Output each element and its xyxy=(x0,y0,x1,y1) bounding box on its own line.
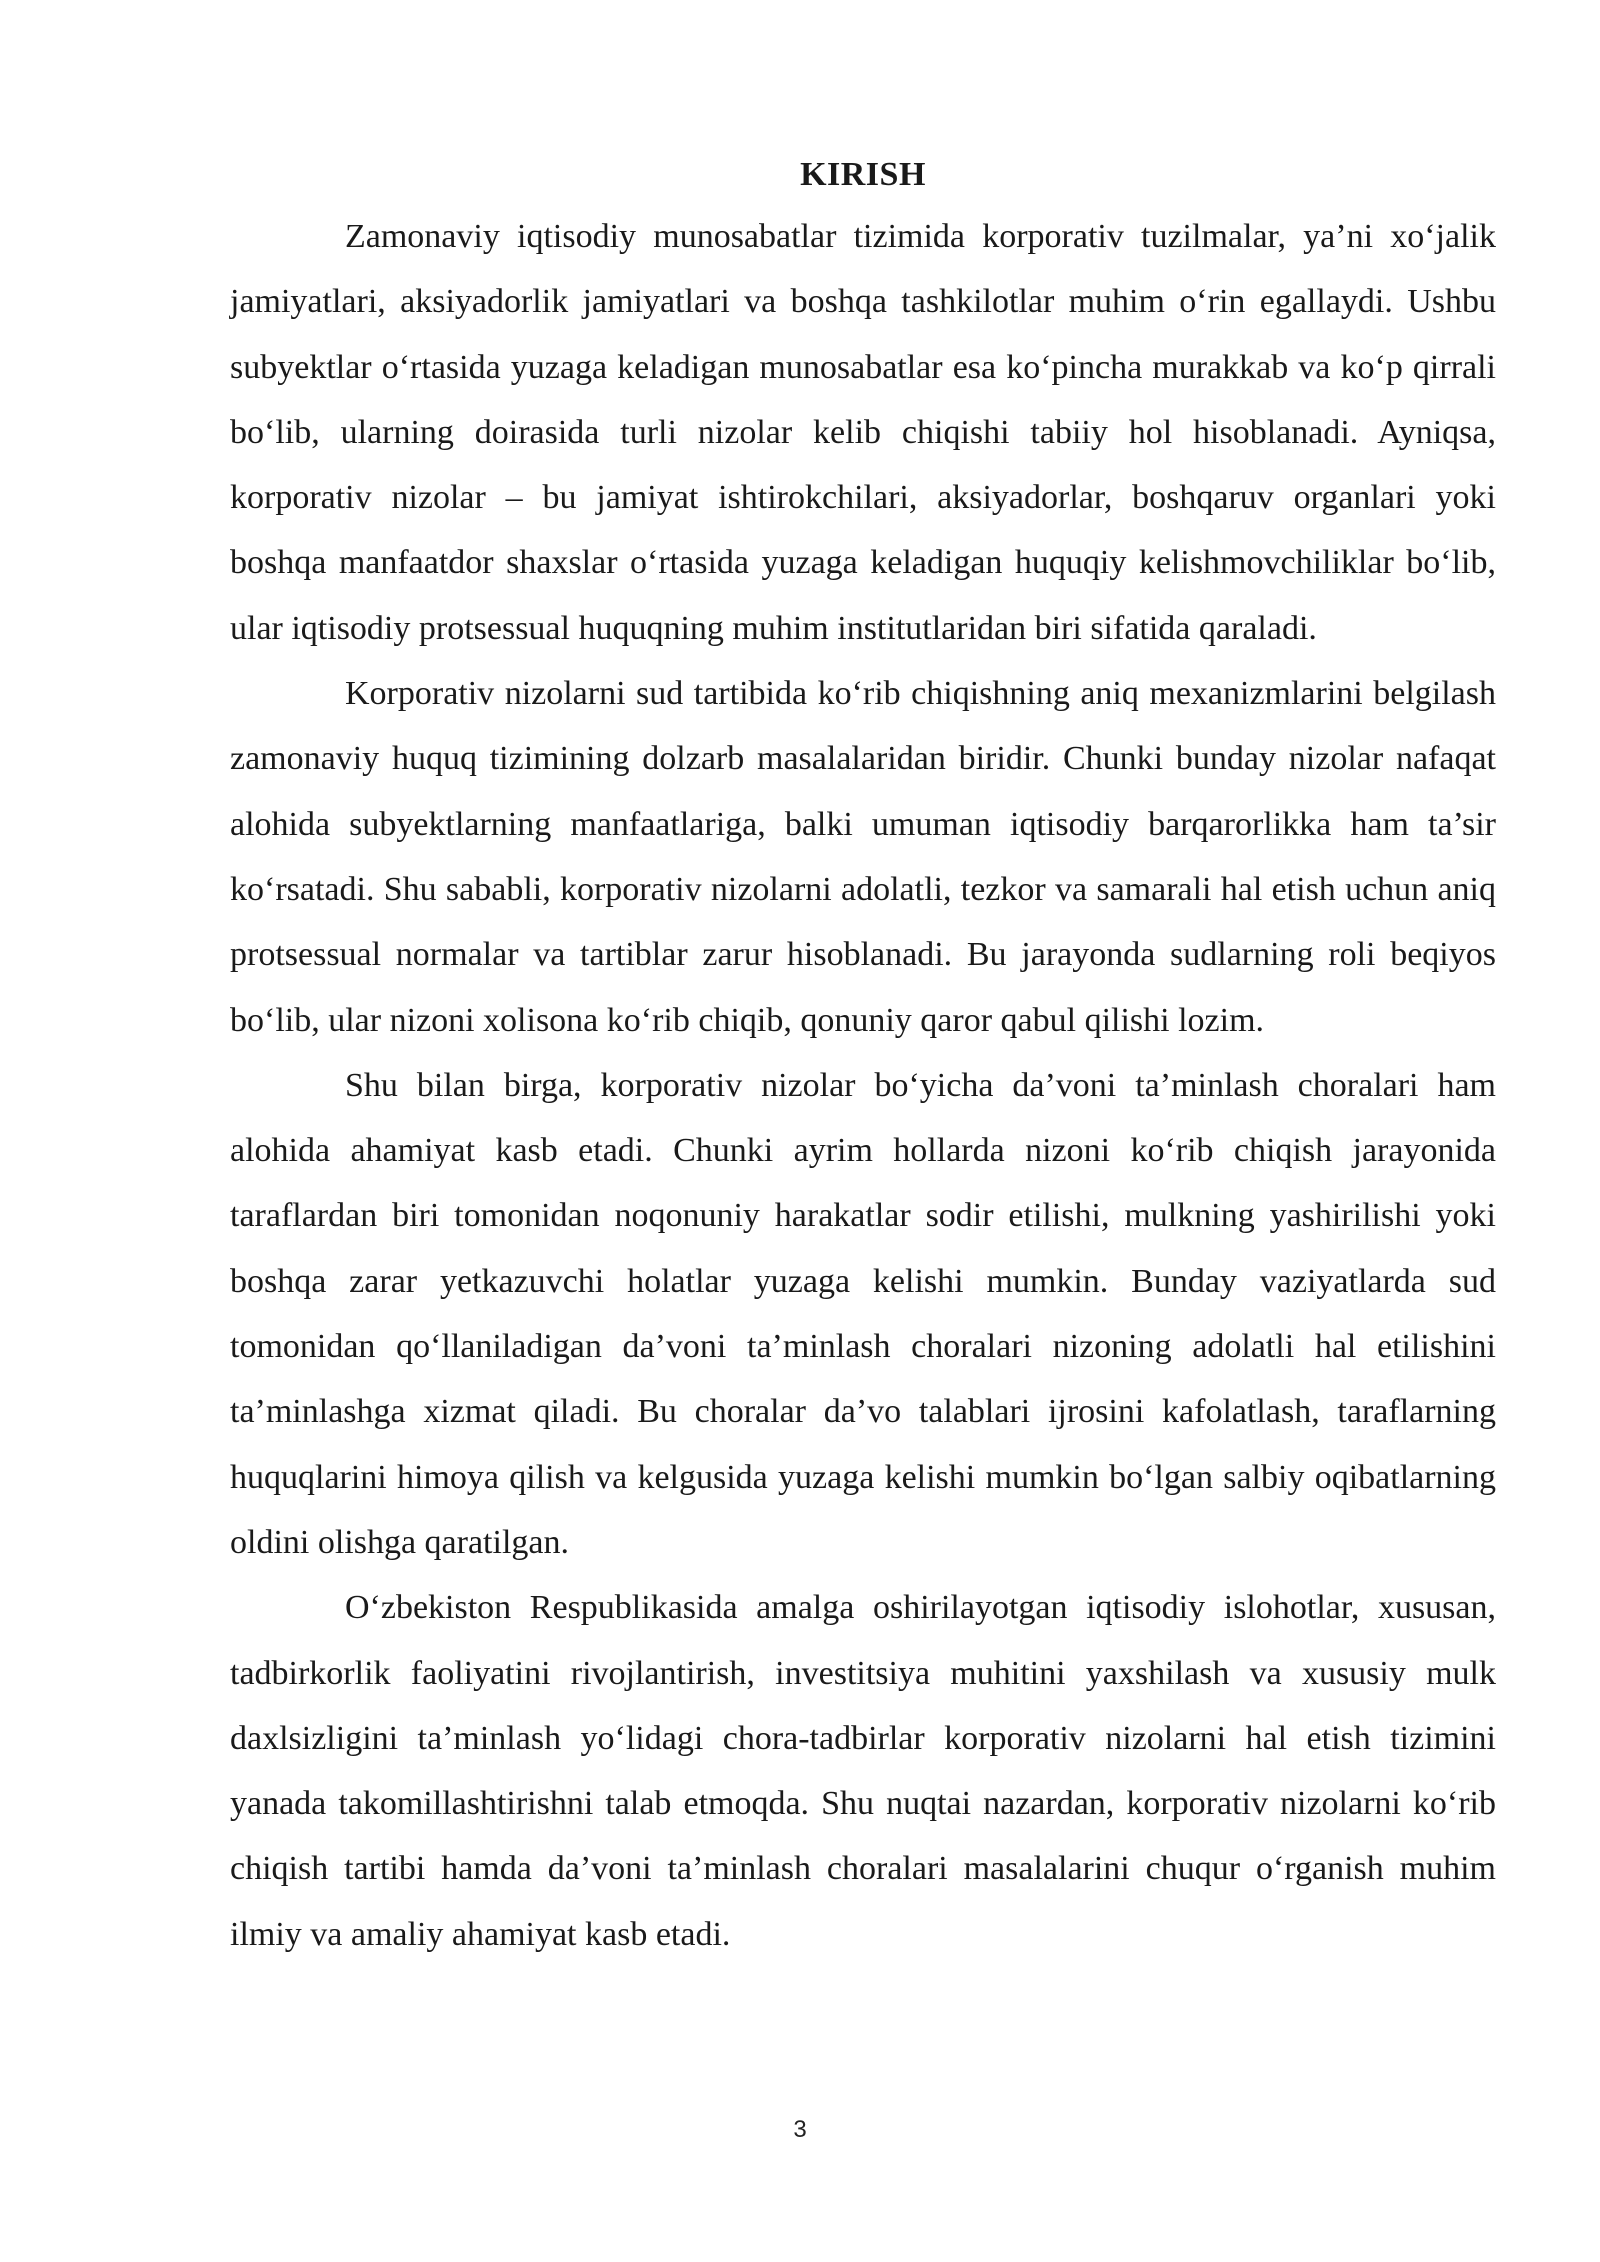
paragraph-4: O‘zbekiston Respublikasida amalga oshirilayotgan iqtisodiy islohotlar, xususan, tadbirkorlik faoliyatini rivojlantirish, investitsiya muhitini yaxshilash va xususiy mulk daxlsizligini ta’minlash yo‘lidagi chora-tadbirlar korporativ nizolarni hal etish tizimini yanada takomillashtirishni talab etmoqda. Shu nuqtai nazardan, korporativ nizolarni ko‘rib chiqish tartibi hamda da’voni ta’minlash choralari masalalarini chuqur o‘rganish muhim ilmiy va amaliy ahamiyat kasb etadi. xyxy=(230,1589,1496,1953)
paragraph-3: Shu bilan birga, korporativ nizolar bo‘yicha da’voni ta’minlash choralari ham alohida ahamiyat kasb etadi. Chunki ayrim hollarda nizoni ko‘rib chiqish jarayonida taraflardan biri tomonidan noqonuniy harakatlar sodir etilishi, mulkning yashirilishi yoki boshqa zarar yetkazuvchi holatlar yuzaga kelishi mumkin. Bunday vaziyatlarda sud tomonidan qo‘llaniladigan da’voni ta’minlash choralari nizoning adolatli hal etilishini ta’minlashga xizmat qiladi. Bu choralar da’vo talablari ijrosini kafolatlash, taraflarning huquqlarini himoya qilish va kelgusida yuzaga kelishi mumkin bo‘lgan salbiy oqibatlarning oldini olishga qaratilgan. xyxy=(230,1066,1496,1561)
page-body xyxy=(230,146,1496,1967)
section-title: KIRISH xyxy=(800,156,926,193)
page-number: 3 xyxy=(793,2116,807,2143)
paragraph-2: Korporativ nizolarni sud tartibida ko‘rib chiqishning aniq mexanizmlarini belgilash zamonaviy huquq tizimining dolzarb masalalaridan biridir. Chunki bunday nizolar nafaqat alohida subyektlarning manfaatlariga, balki umuman iqtisodiy barqarorlikka ham ta’sir ko‘rsatadi. Shu sababli, korporativ nizolarni adolatli, tezkor va samarali hal etish uchun aniq protsessual normalar va tartiblar zarur hisoblanadi. Bu jarayonda sudlarning roli beqiyos bo‘lib, ular nizoni xolisona ko‘rib chiqib, qonuniy qaror qabul qilishi lozim. xyxy=(230,675,1496,1039)
paragraph-1: Zamonaviy iqtisodiy munosabatlar tizimida korporativ tuzilmalar, ya’ni xo‘jalik jamiyatlari, aksiyadorlik jamiyatlari va boshqa tashkilotlar muhim o‘rin egallaydi. Ushbu subyektlar o‘rtasida yuzaga keladigan munosabatlar esa ko‘pincha murakkab va ko‘p qirrali bo‘lib, ularning doirasida turli nizolar kelib chiqishi tabiiy hol hisoblanadi. Ayniqsa, korporativ nizolar – bu jamiyat ishtirokchilari, aksiyadorlar, boshqaruv organlari yoki boshqa manfaatdor shaxslar o‘rtasida yuzaga keladigan huquqiy kelishmovchiliklar bo‘lib, ular iqtisodiy protsessual huquqning muhim institutlaridan biri sifatida qaraladi. xyxy=(230,218,1496,647)
